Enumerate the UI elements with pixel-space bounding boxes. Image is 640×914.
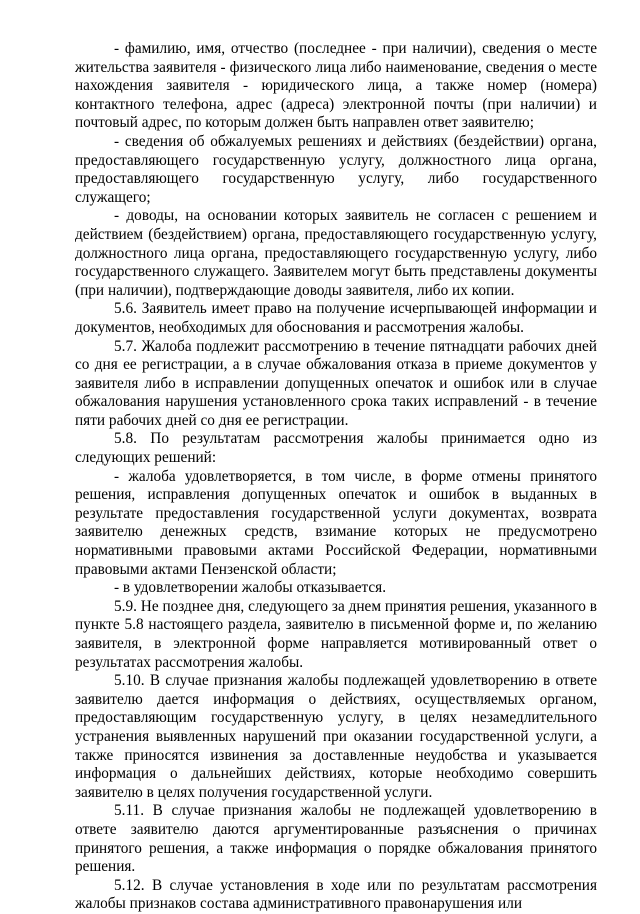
paragraph-complaint-rejected: - в удовлетворении жалобы отказывается. [114,579,387,597]
paragraph-complaint-satisfied: - жалоба удовлетворяется, в том числе, в форме отмены принятого решения, исправления допущенных опечаток и ошибок в выданных в результате предоставления государственной услуги документах, возврата заявителю денежных средств, взимание которых не предусмотрено нормативными правовыми актами Российской Федерации, нормативными правовыми актами Пензенской области; [75,467,597,578]
paragraph-5-6: 5.6. Заявитель имеет право на получение исчерпывающей информации и документов, необходимых для обоснования и рассмотрения жалобы. [75,300,597,336]
paragraph-5-9: 5.9. Не позднее дня, следующего за днем принятия решения, указанного в пункте 5.8 настоящего раздела, заявителю в письменной форме и, по желанию заявителя, в электронной форме направляется мотивированный ответ о результатах рассмотрения жалобы. [75,597,597,671]
paragraph-5-8: 5.8. По результатам рассмотрения жалобы принимается одно из следующих решений: [75,430,597,467]
paragraph-appealed-decisions: - сведения об обжалуемых решениях и действиях (бездействии) органа, предоставляющего государственную услугу, должностного лица органа, предоставляющего государственную услугу, либо государственного служащего; [75,132,597,206]
paragraph-arguments: - доводы, на основании которых заявитель не согласен с решением и действием (бездействием) органа, предоставляющего государственную услугу, должностного лица органа, предоставляющего государственную услугу, либо государственного служащего. Заявителем могут быть представлены документы (при наличии), подтверждающие доводы заявителя, либо их копии. [75,207,597,299]
paragraph-applicant-details: - фамилию, имя, отчество (последнее - при наличии), сведения о месте жительства заявителя - физического лица либо наименование, сведения о месте нахождения заявителя - юридического лица, а также номер (номера) контактного телефона, адрес (адреса) электронной почты (при наличии) и почтовый адрес, по которым должен быть направлен ответ заявителю; [75,40,597,132]
paragraph-5-12: 5.12. В случае установления в ходе или по результатам рассмотрения жалобы признаков состава административного правонарушения или [75,876,597,913]
paragraph-5-11: 5.11. В случае признания жалобы не подлежащей удовлетворению в ответе заявителю даются аргументированные разъяснения о причинах принятого решения, а также информация о порядке обжалования принятого решения. [75,802,597,876]
paragraph-5-7: 5.7. Жалоба подлежит рассмотрению в течение пятнадцати рабочих дней со дня ее регистрации, а в случае обжалования отказа в приеме документов у заявителя либо в исправлении допущенных опечаток и ошибок или в случае обжалования нарушения установленного срока таких исправлений - в течение пяти рабочих дней со дня ее регистрации. [75,337,597,429]
paragraph-5-10: 5.10. В случае признания жалобы подлежащей удовлетворению в ответе заявителю дается информация о действиях, осуществляемых органом, предоставляющим государственную услугу, в целях незамедлительного устранения выявленных нарушений при оказании государственной услуги, а также приносятся извинения за доставленные неудобства и указывается информация о дальнейших действиях, которые необходимо совершить заявителю в целях получения государственной услуги. [75,672,597,801]
